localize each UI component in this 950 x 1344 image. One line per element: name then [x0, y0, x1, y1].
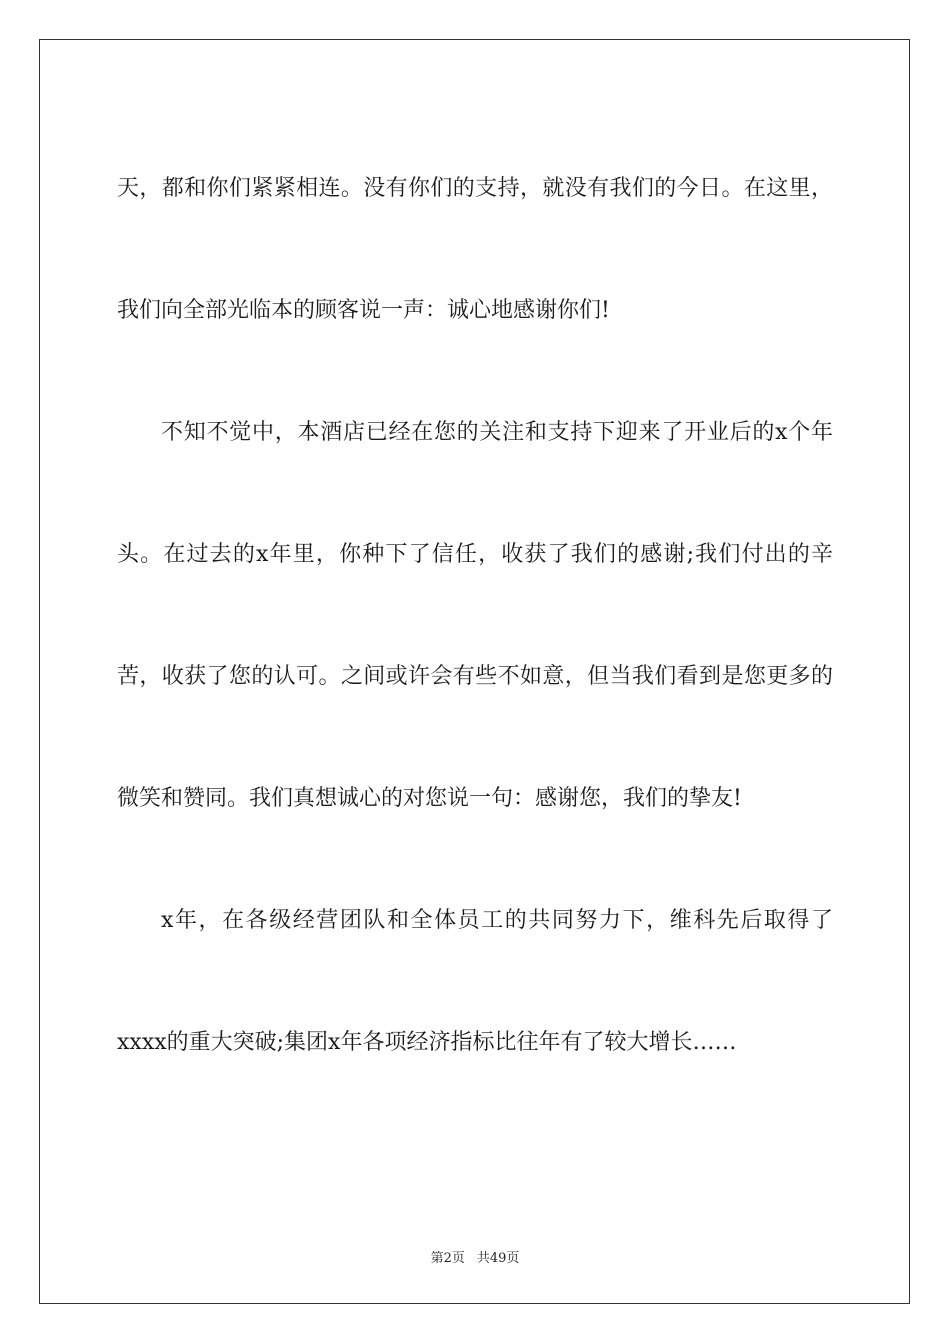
- paragraph-1: 天，都和你们紧紧相连。没有你们的支持，就没有我们的今日。在这里，我们向全部光临本的顾客说一声：诚心地感谢你们!: [117, 176, 833, 323]
- document-body: [117, 128, 833, 1104]
- page-number: 第2页: [430, 1251, 465, 1266]
- paragraph-3: x年，在各级经营团队和全体员工的共同努力下，维科先后取得了xxxx的重大突破;集团x年各项经济指标比往年有了较大增长……: [117, 908, 833, 1055]
- paragraph-2: 不知不觉中，本酒店已经在您的关注和支持下迎来了开业后的x个年头。在过去的x年里，你种下了信任，收获了我们的感谢;我们付出的辛苦，收获了您的认可。之间或许会有些不如意，但当我们看到是您更多的微笑和赞同。我们真想诚心的对您说一句：感谢您，我们的挚友!: [117, 420, 833, 811]
- page-total: 共49页: [476, 1251, 520, 1266]
- page-footer: [0, 1247, 950, 1266]
